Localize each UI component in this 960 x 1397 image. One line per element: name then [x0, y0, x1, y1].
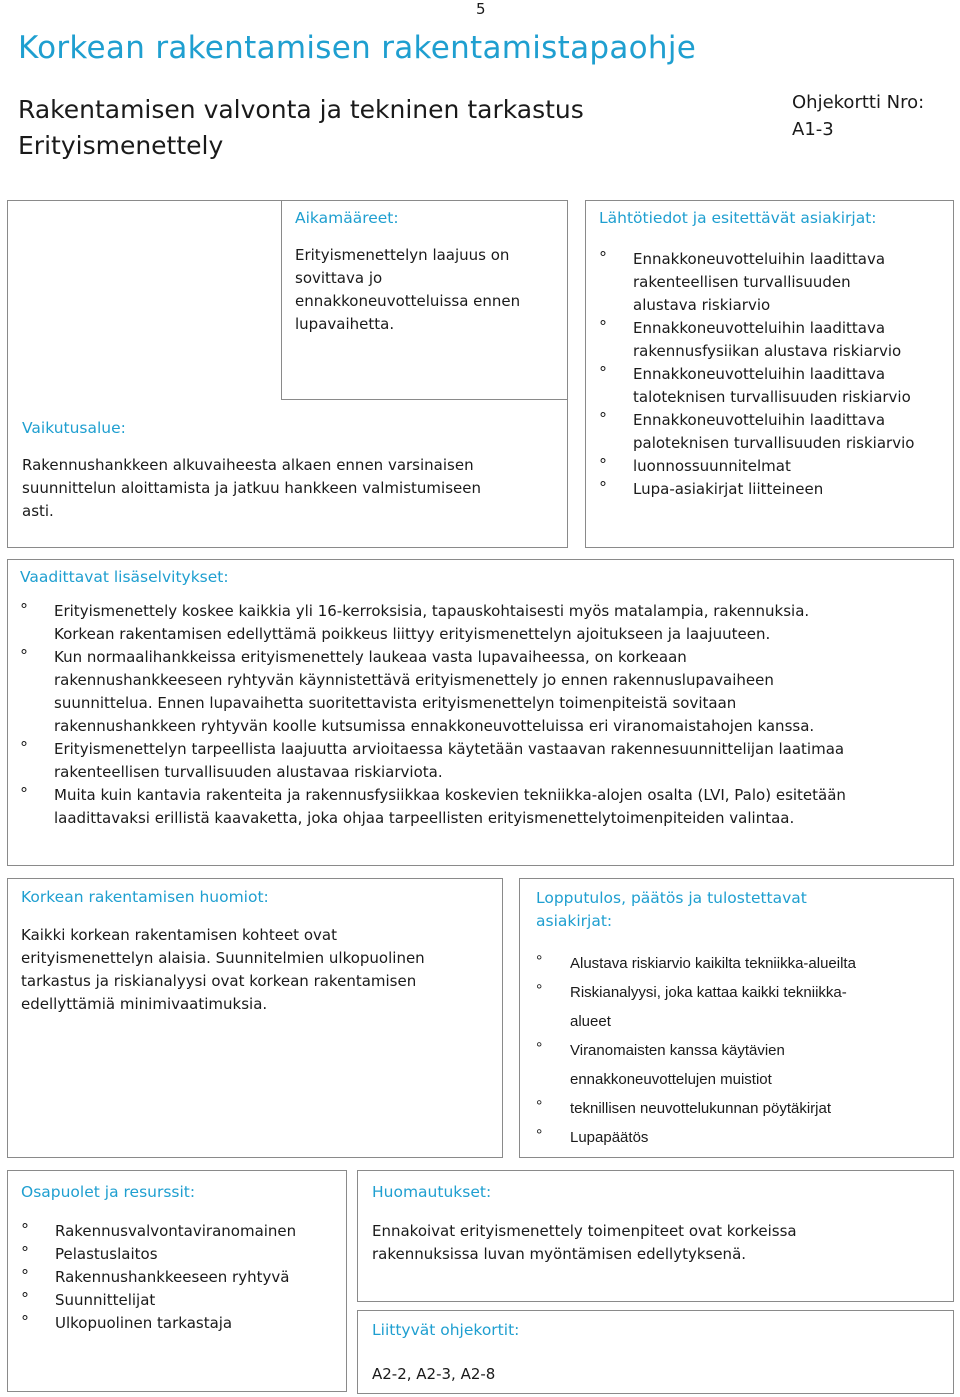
text-line: Ennakoivat erityismenettely toimenpiteet ovat korkeissa — [372, 1222, 797, 1240]
text-line: tarkastus ja riskianalyysi ovat korkean rakentamisen — [21, 972, 417, 990]
source-data-box — [585, 200, 954, 548]
list-item: ° Ulkopuolinen tarkastaja — [21, 1312, 346, 1335]
text-line: ennakkoneuvottelujen muistiot — [570, 1071, 772, 1088]
page-title: Korkean rakentamisen rakentamistapaohje — [18, 30, 697, 66]
text-line: ° Erityismenettely koskee kaikkia yli 16-kerroksisia, tapauskohtaisesti myös matalampia, rakennuksia. — [54, 602, 810, 620]
outcome-list — [536, 949, 953, 1152]
required-heading: Vaadittavat lisäselvitykset: — [20, 568, 229, 586]
high-rise-notes-heading: Korkean rakentamisen huomiot: — [21, 888, 269, 906]
text-line: ° Ennakkoneuvotteluihin laadittava — [633, 365, 886, 383]
text-line: ° Alustava riskiarvio kaikilta tekniikka-alueilta — [570, 955, 856, 972]
list-item — [599, 248, 953, 317]
subtitle — [18, 92, 584, 164]
text-line: Erityismenettelyn laajuus on — [295, 246, 510, 264]
text-line: ° Lupapäätös — [570, 1129, 649, 1146]
text-line: ° luonnossuunnitelmat — [633, 457, 791, 475]
text-line: ° Lupa-asiakirjat liitteineen — [633, 480, 824, 498]
card-label: Ohjekortti Nro: — [792, 92, 925, 113]
text-line: Kaikki korkean rakentamisen kohteet ovat — [21, 926, 337, 944]
list-item — [536, 1036, 953, 1094]
text-line: ° Erityismenettelyn tarpeellista laajuutta arvioitaessa käytetään vastaavan rakennesuunnittelijan laatimaa — [54, 740, 845, 758]
deadlines-heading: Aikamääreet: — [295, 209, 399, 227]
text-line: taloteknisen turvallisuuden riskiarvio — [633, 388, 911, 406]
outcome-heading — [536, 887, 953, 933]
text-line: paloteknisen turvallisuuden riskiarvio — [633, 434, 915, 452]
heading-line: Lopputulos, päätös ja tulostettavat — [536, 889, 807, 907]
text-line: ° Ennakkoneuvotteluihin laadittava — [633, 250, 886, 268]
list-item: ° Rakennushankkeeseen ryhtyvä — [21, 1266, 346, 1289]
list-item — [536, 949, 953, 978]
related-heading: Liittyvät ohjekortit: — [372, 1321, 520, 1339]
list-item — [599, 478, 953, 501]
text-line: ° Kun normaalihankkeissa erityismenettely laukeaa vasta lupavaiheessa, on korkeaan — [54, 648, 687, 666]
source-data-list — [599, 248, 953, 501]
list-item: ° Rakennusvalvontaviranomainen — [21, 1220, 346, 1243]
text-line: ennakkoneuvotteluissa ennen — [295, 292, 521, 310]
card-number-block — [792, 89, 924, 143]
text-line: rakennushankkeeseen ryhtyvän käynnistettävä erityismenettely jo ennen rakennuslupavaiheen — [54, 671, 774, 689]
text-line: suunnittelua. Ennen lupavaihetta suoritettavista erityismenettelyn toimenpiteistä sovitaan — [54, 694, 737, 712]
text-line: rakennusfysiikan alustava riskiarvio — [633, 342, 902, 360]
text-line: erityismenettelyn alaisia. Suunnitelmien ulkopuolinen — [21, 949, 425, 967]
deadlines-box — [281, 200, 568, 400]
subtitle-line: Rakentamisen valvonta ja tekninen tarkastus — [18, 95, 584, 124]
deadlines-text — [295, 244, 567, 336]
text-line: rakenteellisen turvallisuuden alustavaa riskiarviota. — [54, 763, 443, 781]
text-line: ° Viranomaisten kanssa käytävien — [570, 1042, 785, 1059]
text-line: alustava riskiarvio — [633, 296, 771, 314]
list-item — [599, 317, 953, 363]
text-line: ° Ennakkoneuvotteluihin laadittava — [633, 411, 886, 429]
remarks-heading: Huomautukset: — [372, 1183, 492, 1201]
text-line: Korkean rakentamisen edellyttämä poikkeus liittyy erityismenettelyn ajoitukseen ja laajuuteen. — [54, 625, 771, 643]
related-value: A2-2, A2-3, A2-8 — [372, 1365, 496, 1383]
high-rise-notes-box — [7, 878, 503, 1158]
list-item: ° Suunnittelijat — [21, 1289, 346, 1312]
text-line: alueet — [570, 1013, 611, 1030]
text-line: ° Ennakkoneuvotteluihin laadittava — [633, 319, 886, 337]
text-line: ° teknillisen neuvottelukunnan pöytäkirjat — [570, 1100, 831, 1117]
subtitle-line: Erityismenettely — [18, 131, 224, 160]
related-box — [357, 1310, 954, 1394]
list-item — [599, 363, 953, 409]
required-list — [20, 600, 953, 830]
text-line: rakenteellisen turvallisuuden — [633, 273, 851, 291]
high-rise-notes-text — [21, 924, 502, 1016]
text-line: lupavaihetta. — [295, 315, 395, 333]
required-box — [7, 559, 954, 866]
remarks-text — [372, 1220, 953, 1266]
text-line: rakennuksissa luvan myöntämisen edellytyksenä. — [372, 1245, 747, 1263]
text-line: Rakennushankkeen alkuvaiheesta alkaen ennen varsinaisen — [22, 456, 474, 474]
heading-line: asiakirjat: — [536, 912, 613, 930]
list-item — [20, 784, 953, 830]
page-number: 5 — [476, 0, 486, 18]
parties-list — [21, 1220, 346, 1335]
list-item — [536, 1123, 953, 1152]
text-line: rakennushankkeen ryhtyvän koolle kutsumissa ennakkoneuvotteluissa eri viranomaistahojen kanssa. — [54, 717, 815, 735]
list-item: ° Pelastuslaitos — [21, 1243, 346, 1266]
text-line: edellyttämiä minimivaatimuksia. — [21, 995, 268, 1013]
parties-box — [7, 1170, 347, 1392]
card-number: A1-3 — [792, 119, 834, 140]
text-line: ° Riskianalyysi, joka kattaa kaikki tekniikka- — [570, 984, 847, 1001]
list-item — [20, 600, 953, 646]
text-line: ° Muita kuin kantavia rakenteita ja rakennusfysiikkaa koskevien tekniikka-alojen osalta (LVI, Palo) esitetään — [54, 786, 846, 804]
list-item — [599, 455, 953, 478]
text-line: asti. — [22, 502, 54, 520]
outcome-box — [519, 878, 954, 1158]
list-item — [20, 646, 953, 738]
list-item — [536, 978, 953, 1036]
text-line: suunnittelun aloittamista ja jatkuu hankkeen valmistumiseen — [22, 479, 481, 497]
text-line: laadittavaksi erillistä kaavaketta, joka ohjaa tarpeellisten erityismenettelytoimenpiteiden valintaa. — [54, 809, 795, 827]
list-item — [536, 1094, 953, 1123]
list-item — [20, 738, 953, 784]
text-line: sovittava jo — [295, 269, 383, 287]
remarks-box — [357, 1170, 954, 1302]
parties-heading: Osapuolet ja resurssit: — [21, 1183, 196, 1201]
source-data-heading: Lähtötiedot ja esitettävät asiakirjat: — [599, 209, 877, 227]
scope-text — [22, 454, 567, 523]
scope-heading: Vaikutusalue: — [22, 419, 126, 437]
list-item — [599, 409, 953, 455]
